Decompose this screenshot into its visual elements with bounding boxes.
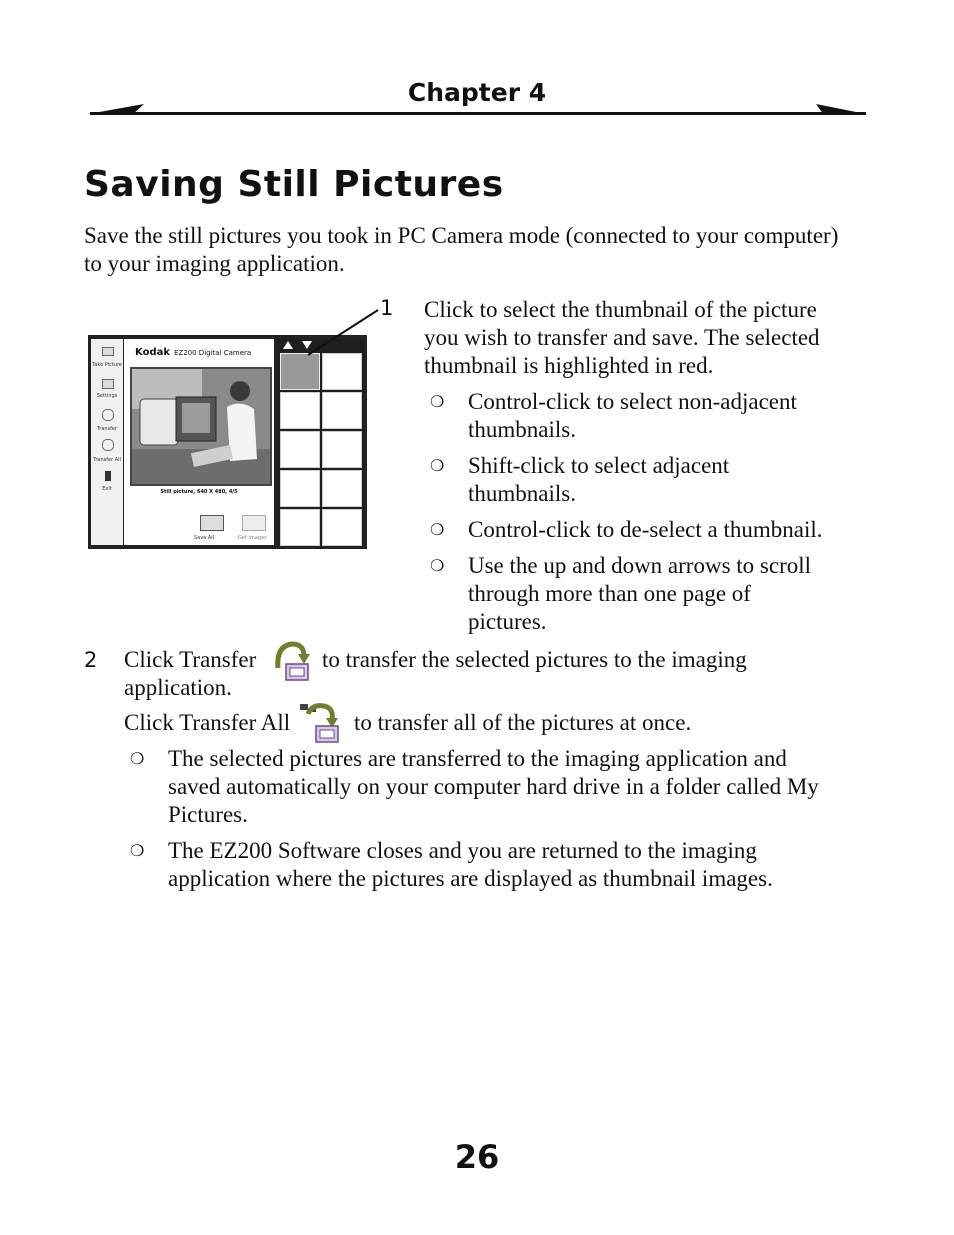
step1-line-3: thumbnail is highlighted in red. [424, 353, 714, 378]
get-images-label: Get Images [238, 535, 267, 541]
step2-bullet-1-line-3: Pictures. [168, 802, 248, 827]
thumbnail-slot [322, 392, 362, 429]
page-number: 26 [454, 1138, 500, 1176]
step2-line-2: application. [124, 675, 232, 700]
preview-caption: Still picture, 640 X 480, 4/5 [160, 489, 238, 495]
thumbnail-slot [280, 509, 320, 546]
step1-bullet-1-line-1: Control-click to select non-adjacent [468, 389, 797, 414]
preview-photo [132, 369, 270, 484]
screenshot-sidebar [91, 339, 123, 545]
bullet-icon: ❍ [130, 841, 145, 860]
step1-bullet-2-line-2: thumbnails. [468, 481, 576, 506]
transfer-icon [102, 409, 114, 421]
bullet-icon: ❍ [430, 556, 445, 575]
sidebar-transfer: Transfer [96, 426, 118, 432]
kodak-logo: Kodak [135, 347, 170, 358]
step2-bullet-2-line-1: The EZ200 Software closes and you are returned to the imaging [168, 838, 757, 863]
thumbnail-slot [322, 431, 362, 468]
step1-bullet-2-line-1: Shift-click to select adjacent [468, 453, 730, 478]
step2-bullet-2-line-2: application where the pictures are displayed as thumbnail images. [168, 866, 773, 891]
save-all-icon [200, 515, 224, 531]
thumbnail-slot [322, 470, 362, 507]
step1-bullet-4-line-2: through more than one page of [468, 581, 751, 606]
thumbnail-slot [280, 470, 320, 507]
step1-bullet-1-line-2: thumbnails. [468, 417, 576, 442]
exit-icon [105, 471, 111, 481]
step2-line-3-after: to transfer all of the pictures at once. [354, 710, 692, 735]
callout-line [300, 300, 390, 360]
bullet-icon: ❍ [430, 456, 445, 475]
thumbnail-slot [322, 509, 362, 546]
step1-bullet-3-line-1: Control-click to de-select a thumbnail. [468, 517, 823, 542]
step1-line-1: Click to select the thumbnail of the picture [424, 297, 817, 322]
transfer-all-icon [298, 700, 342, 744]
step2-line-3-before: Click Transfer All [124, 710, 291, 735]
sidebar-transfer-all: Transfer All [93, 457, 121, 463]
bullet-icon: ❍ [130, 749, 145, 768]
callout-number: 1 [380, 296, 394, 320]
preview-image [130, 367, 272, 486]
product-name: EZ200 Digital Camera [174, 349, 252, 357]
rule-right-arrow [814, 102, 870, 118]
thumbnail-slot [280, 431, 320, 468]
transfer-icon [270, 638, 312, 682]
thumbnail-slot [280, 392, 320, 429]
step2-line-1-before: Click Transfer [124, 647, 257, 672]
save-all-label: Save All [194, 535, 215, 541]
page-title: Saving Still Pictures [84, 164, 504, 205]
step1-bullet-4-line-3: pictures. [468, 609, 547, 634]
intro-line-2: to your imaging application. [84, 251, 345, 276]
bullet-icon: ❍ [430, 392, 445, 411]
screenshot-main-panel [124, 339, 274, 545]
software-screenshot [88, 335, 367, 549]
camera-icon [102, 347, 114, 356]
header-rule [90, 112, 866, 115]
step2-number: 2 [84, 648, 98, 672]
thumbnail-panel [276, 339, 364, 545]
sidebar-exit: Exit [102, 486, 112, 492]
step1-bullet-4-line-1: Use the up and down arrows to scroll [468, 553, 812, 578]
step1-line-2: you wish to transfer and save. The selected [424, 325, 820, 350]
settings-icon [102, 379, 114, 389]
bullet-icon: ❍ [430, 520, 445, 539]
rule-left-arrow [88, 102, 148, 118]
step2-bullet-1-line-1: The selected pictures are transferred to the imaging application and [168, 746, 787, 771]
sidebar-settings: Settings [96, 393, 118, 399]
sidebar-take-picture: Take Picture [92, 362, 122, 368]
transfer-all-icon [102, 439, 114, 451]
get-images-icon [242, 515, 266, 531]
intro-line-1: Save the still pictures you took in PC Camera mode (connected to your computer) [84, 223, 839, 248]
chapter-header: Chapter 4 [407, 78, 547, 107]
step2-line-1-after: to transfer the selected pictures to the imaging [322, 647, 747, 672]
step2-bullet-1-line-2: saved automatically on your computer hard drive in a folder called My [168, 774, 819, 799]
